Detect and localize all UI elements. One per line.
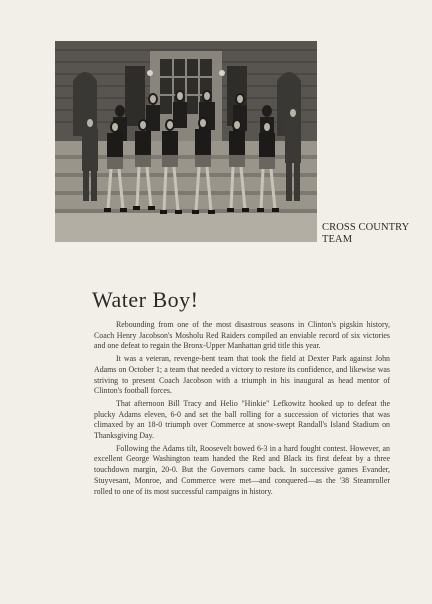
article-paragraph: Rebounding from one of the most disastrous seasons in Clinton's pigskin history, Coach Henry Jacobson's Mosholu Red Raiders compiled an enviable record of six victories and one defeat to regain the Bronx-Upper Manhattan grid title this year. bbox=[94, 320, 390, 351]
team-photo bbox=[55, 41, 317, 242]
article-paragraph: That afternoon Bill Tracy and Helio "Hinkie" Lefkowitz hooked up to defeat the plucky Adams eleven, 6-0 and set the ball rolling for a succession of victories that was climaxed by an 18-0 triumph over Commerce at snow-swept Randall's Island Stadium on Thanksgiving Day. bbox=[94, 398, 390, 441]
team-photo-image bbox=[55, 41, 317, 242]
photo-caption bbox=[322, 222, 422, 245]
article-paragraph: Following the Adams tilt, Roosevelt bowed 6-3 in a hard fought contest. However, an excellent George Washington team handed the Red and Black its first defeat by a three touchdown margin, 20-0. But the Governors came back. In successive games Evander, Stuyvesant, Monroe, and Commerce were met—and conquered—as the '38 Steamroller rolled to one of its most successful campaigns in history. bbox=[94, 443, 390, 496]
caption-line-1: CROSS COUNTRY bbox=[322, 222, 410, 233]
article-headline: Water Boy! bbox=[92, 287, 199, 312]
article-paragraph: It was a veteran, revenge-bent team that took the field at Dexter Park against John Adams on October 1; a team that needed a victory to restore its confidence, and likewise was striving to present Coach Jacobson with a triumph in his inaugural as head mentor of Clinton's football forces. bbox=[94, 354, 390, 396]
article-body bbox=[94, 320, 390, 499]
caption-line-2: TEAM bbox=[322, 233, 353, 245]
